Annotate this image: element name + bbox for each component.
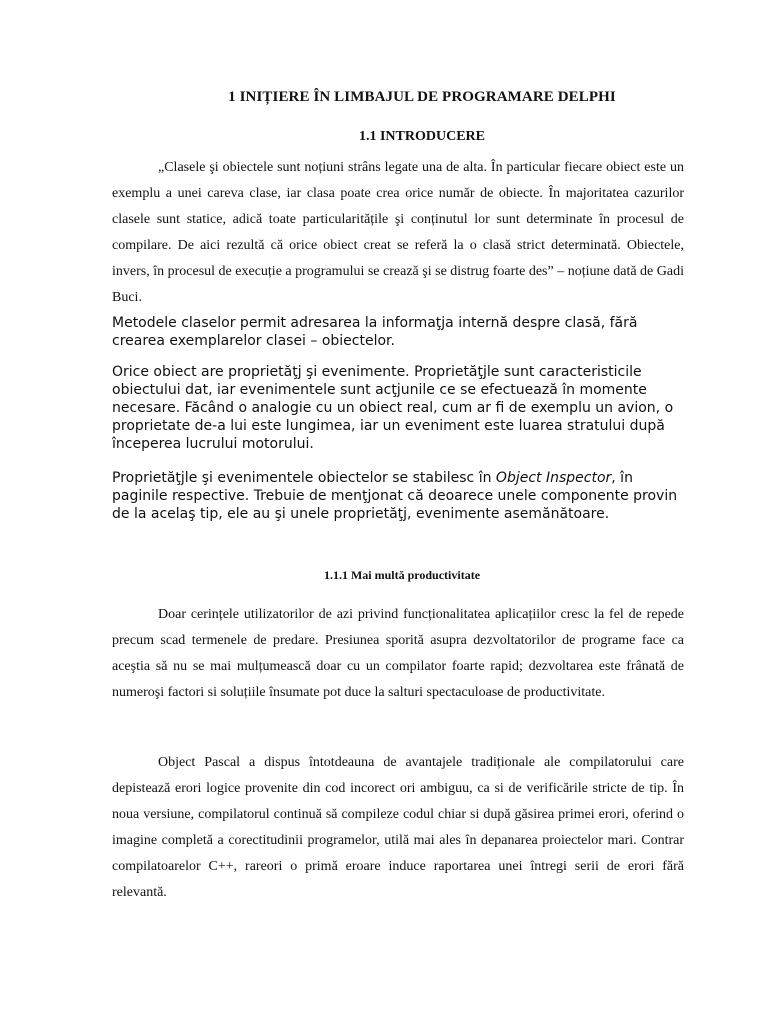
chapter-title: 1 INIȚIERE ÎN LIMBAJUL DE PROGRAMARE DELPHI <box>228 89 616 105</box>
inspector-text-after: , în paginile respective. Trebuie de menţjonat că deoarece unele componente provin de la acelaş tip, ele au şi unele proprietăţj, evenimente asemănătoare. <box>112 470 678 522</box>
section-title: 1.1 INTRODUCERE <box>358 129 485 144</box>
methods-paragraph: Metodele claselor permit adresarea la informaţja internă despre clasă, fără crearea exemplarelor clasei – obiectelor. <box>112 315 638 349</box>
object-pascal-paragraph: Object Pascal a dispus întotdeauna de avantajele tradiționale ale compilatorului care depistează erori logice provenite din cod incorect ori ambiguu, ca si de verificările stricte de tip. În noua versiune, compilatorul continuă să compileze codul chiar si după găsirea primei erori, oferind o imagine completă a corectitudinii programelor, utilă mai ales în depanarea proiectelor mari. Contrar compilatoarelor C++, rareori o primă eroare induce raportarea unei întregi serii de erori fără relevantă. <box>112 755 684 900</box>
inspector-text-before: Proprietăţjle şi evenimentele obiectelor se stabilesc în <box>112 470 496 486</box>
subsection-title: 1.1.1 Mai multă productivitate <box>323 568 481 582</box>
intro-paragraph: „Clasele şi obiectele sunt noțiuni strâns legate una de alta. În particular fiecare obiect este un exemplu a unei careva clase, iar clasa poate crea orice număr de obiecte. În majoritatea cazurilor clasele sunt statice, adică toate particularitățile şi conținutul lor sunt determinate în procesul de compilare. De aici rezultă că orice obiect creat se referă la o clasă strict determinată. Obiectele, invers, în procesul de execuție a programului se crează şi se distrug foarte des” – noțiune dată de Gadi Buci. <box>112 160 684 305</box>
productivity-paragraph: Doar cerințele utilizatorilor de azi privind funcționalitatea aplicațiilor cresc la fel de repede precum scad termenele de predare. Presiunea sporită asupra dezvoltatorilor de programe face ca aceştia să nu se mai mulțumească doar cu un compilator foarte rapid; dezvoltarea este frânată de numeroşi factori si soluțiile însumate pot duce la salturi spectaculoase de productivitate. <box>112 607 684 700</box>
object-inspector-term: Object Inspector <box>495 470 612 486</box>
properties-paragraph: Orice obiect are proprietăţj şi evenimente. Proprietăţjle sunt caracteristicile obiectului dat, iar evenimentele sunt acţjunile ce se efectuează în momente necesare. Făcând o analogie cu un obiect real, cum ar fi de exemplu un avion, o proprietate de-a lui este lungimea, iar un eveniment este luarea stratului după începerea lucrului motorului. <box>112 364 674 452</box>
object-inspector-paragraph <box>112 469 692 523</box>
